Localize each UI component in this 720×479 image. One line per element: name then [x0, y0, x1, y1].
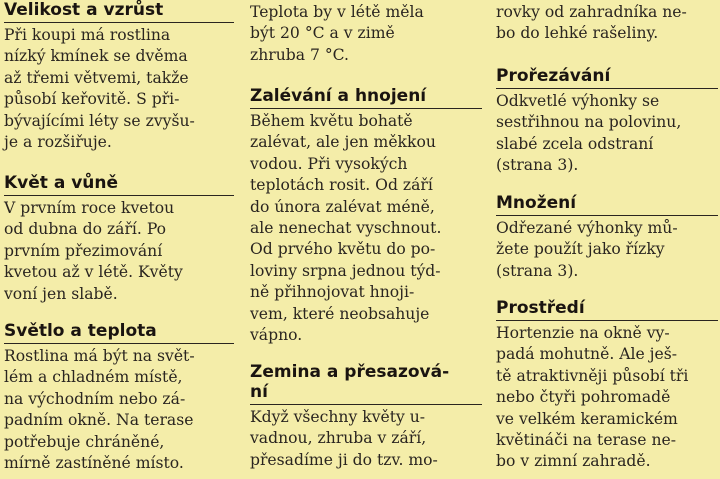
heading-rule [4, 22, 234, 23]
text-line: Odkvetlé výhonky se [496, 92, 660, 110]
text-line: (strana 3). [496, 261, 579, 280]
text-line: vápno. [250, 326, 303, 345]
text-line: Když všechny květy u- [250, 408, 426, 426]
text-line: od dubna do září. Po [4, 220, 167, 239]
text-line: tě atraktivněji působí tři [496, 366, 689, 385]
text-line: ve velkém keramickém [496, 409, 678, 428]
column-2 [250, 0, 482, 479]
text-line: sestřihnou na polovinu, [496, 113, 682, 132]
text-line: Při koupi má rostlina [4, 26, 171, 44]
text-line: potřebuje chráněné, [4, 432, 165, 451]
text-line: na východním nebo zá- [4, 389, 186, 408]
text-line: voní jen slabě. [4, 284, 118, 303]
text-line: Rostlina má být na svět- [4, 347, 195, 365]
section-prorezavani [496, 66, 718, 177]
section-heading: Světlo a teplota [4, 321, 157, 341]
section-heading: Velikost a vzrůst [4, 0, 164, 20]
heading-rule [4, 195, 234, 196]
heading-line: ní [250, 382, 268, 402]
heading-line: Zemina a přesazová- [250, 362, 450, 382]
text-line: až třemi větvemi, takže [4, 68, 189, 87]
section-heading: Množení [496, 193, 577, 213]
text-line: květináči na terase ne- [496, 431, 677, 450]
text-line: přesadíme ji do tzv. mo- [250, 450, 438, 469]
text-line: teplotách rosit. Od září [250, 176, 433, 195]
column-3 [496, 0, 718, 479]
text-line: bývajícími léty se zvyšu- [4, 111, 195, 130]
section-text [4, 198, 234, 305]
text-line: Odřezané výhonky mů- [496, 219, 678, 237]
section-heading: Prostředí [496, 298, 585, 318]
section-mnozeni [496, 193, 718, 282]
text-line: mírně zastíněné místo. [4, 454, 184, 473]
text-line: Od prvého květu do po- [250, 240, 436, 259]
section-velikost [4, 0, 234, 153]
text-line: vadnou, zhruba v září, [250, 429, 427, 448]
text-line: V prvním roce kvetou [4, 199, 175, 217]
text-line: do února zalévat méně, [250, 197, 435, 216]
text-line: Teplota by v létě měla [250, 3, 424, 21]
text-line: bo v zimní zahradě. [496, 452, 651, 471]
section-heading [250, 362, 482, 402]
heading-rule [496, 320, 718, 321]
heading-rule [496, 88, 718, 89]
text-line: kvetou až v létě. Květy [4, 263, 183, 282]
section-zemina-continued [496, 2, 718, 45]
text-line: ale nenechat vyschnout. [250, 219, 442, 238]
section-text [496, 2, 718, 45]
text-line: ně přihnojovat hnoji- [250, 283, 415, 302]
section-zemina [250, 362, 482, 471]
text-line: nízký kmínek se dvěma [4, 47, 188, 66]
section-text [496, 91, 718, 177]
text-line: vodou. Při vysokých [250, 154, 408, 173]
section-zalevani [250, 86, 482, 346]
text-line: nebo čtyři pohromadě [496, 388, 671, 407]
text-line: Během květu bohatě [250, 112, 413, 130]
section-heading: Zalévání a hnojení [250, 86, 427, 106]
text-line: bo do lehké rašeliny. [496, 24, 659, 43]
text-line: je a rozšiřuje. [4, 133, 112, 152]
text-line: Hortenzie na okně vy- [496, 324, 670, 342]
text-line: zhruba 7 °C. [250, 45, 349, 64]
section-heading: Květ a vůně [4, 173, 119, 193]
heading-rule [250, 108, 482, 109]
text-line: žete použít jako řízky [496, 240, 665, 259]
section-teplota-continued [250, 2, 482, 66]
section-text [250, 111, 482, 346]
text-line: loviny srpna jednou týd- [250, 261, 441, 280]
text-line: působí keřovitě. S při- [4, 90, 180, 109]
column-1 [4, 0, 234, 479]
text-line: padním okně. Na terase [4, 411, 194, 430]
text-line: vem, které neobsahuje [250, 304, 430, 323]
text-line: (strana 3). [496, 156, 579, 175]
heading-rule [250, 404, 482, 405]
text-line: zalévat, ale jen měkkou [250, 133, 436, 152]
section-text [4, 25, 234, 153]
section-heading: Prořezávání [496, 66, 611, 86]
section-text [4, 346, 234, 474]
text-line: slabé zcela odstraní [496, 134, 654, 153]
section-text [496, 218, 718, 282]
section-text [250, 2, 482, 66]
section-svetlo [4, 321, 234, 474]
text-line: rovky od zahradníka ne- [496, 3, 687, 21]
text-line: padá mohutně. Ale ješ- [496, 345, 677, 364]
section-kvet [4, 173, 234, 305]
text-line: prvním přezimování [4, 241, 163, 260]
heading-rule [496, 215, 718, 216]
text-line: být 20 °C a v zimě [250, 24, 395, 43]
section-text [250, 407, 482, 471]
section-prostredi [496, 298, 718, 473]
text-line: lém a chladném místě, [4, 368, 183, 387]
section-text [496, 323, 718, 473]
heading-rule [4, 343, 234, 344]
